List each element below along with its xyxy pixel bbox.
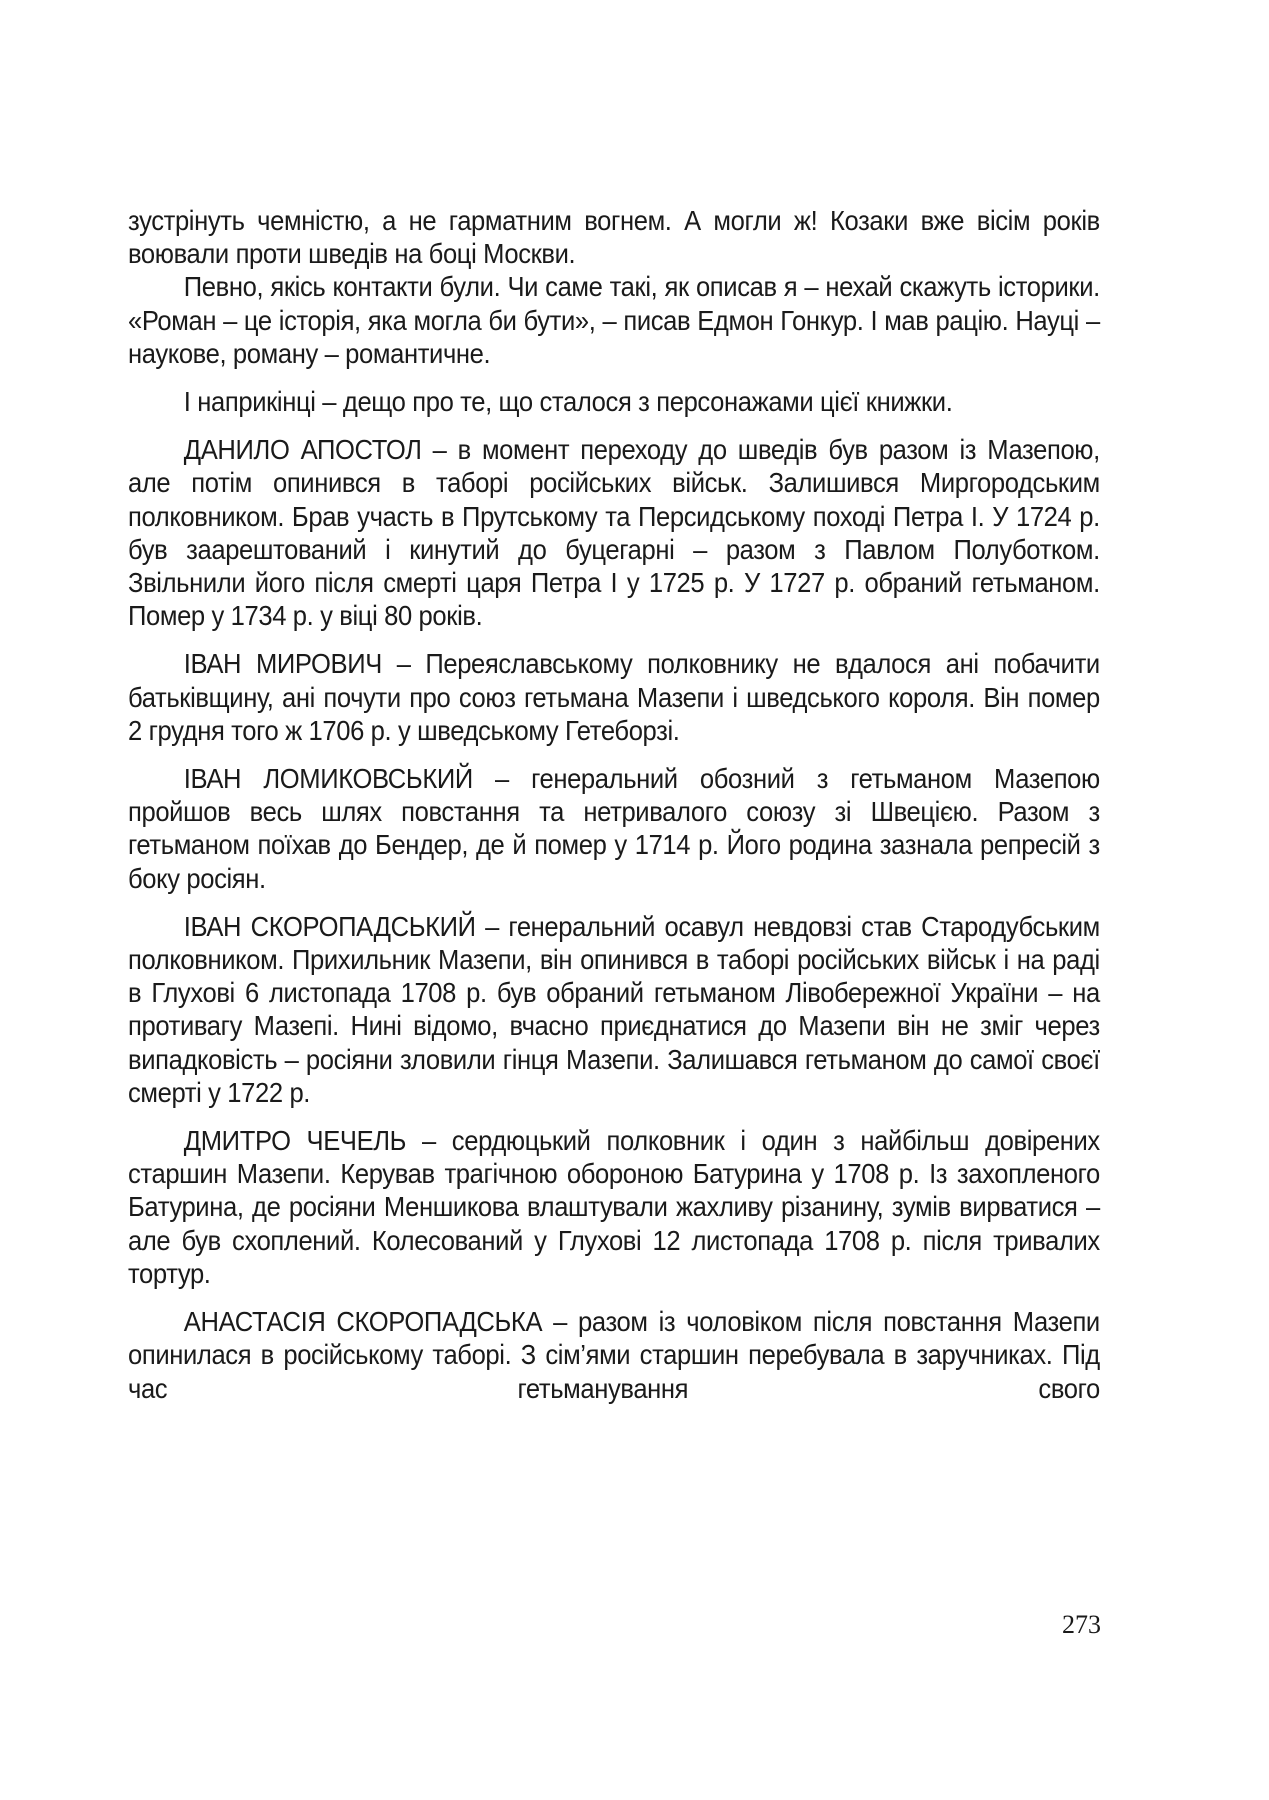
danylo-apostol-paragraph: ДАНИЛО АПОСТОЛ – в момент переходу до шведів був разом із Мазепою, але потім опинився в таборі російських військ. Залишився Миргородським полковником. Брав участь в Прутському та Персидському поході Петра І. У 1724 р. був заарештований і кинутий до буцегарні – разом з Павлом Полуботком. Звільнили його після смерті царя Петра І у 1725 р. У 1727 р. обраний гетьманом. Помер у 1734 р. у віці 80 років. <box>128 434 1100 632</box>
anastasiia-skoropadska-paragraph: АНАСТАСІЯ СКОРОПАДСЬКА – разом із чоловіком після повстання Мазепи опинилася в російському таборі. З сім’ями старшин перебувала в заручниках. Під час гетьманування свого <box>128 1306 1100 1404</box>
ivan-lomykovskyi-paragraph: ІВАН ЛОМИКОВСЬКИЙ – генеральний обозний з гетьманом Мазепою пройшов весь шлях повстання та нетривалого союзу зі Швецією. Разом з гетьманом поїхав до Бендер, де й помер у 1714 р. Його родина зазнала репресій з боку росіян. <box>128 763 1100 894</box>
page-body <box>128 204 1100 1405</box>
page-number: 273 <box>1062 1610 1101 1639</box>
ivan-myrovych-paragraph: ІВАН МИРОВИЧ – Переяславському полковнику не вдалося ані побачити батьківщину, ані почути про союз гетьмана Мазепи і шведського короля. Він помер 2 грудня того ж 1706 р. у шведському Гетеборзі. <box>128 648 1100 746</box>
intro-characters-paragraph: І наприкінці – дещо про те, що сталося з персонажами цієї книжки. <box>183 386 953 418</box>
contacts-paragraph: Певно, якісь контакти були. Чи саме такі, як описав я – нехай скажуть історики. «Роман – це історія, яка могла би бути», – писав Едмон Гонкур. І мав рацію. Науці – наукове, роману – романтичне. <box>128 271 1100 369</box>
dmytro-chechel-paragraph: ДМИТРО ЧЕЧЕЛЬ – сердюцький полковник і один з найбільш довірених старшин Мазепи. Керував трагічною обороною Батурина у 1708 р. Із захопленого Батурина, де росіяни Меншикова влаштували жахливу різанину, зумів вирватися – але був схоплений. Колесований у Глухові 12 листопада 1708 р. після тривалих тортур. <box>128 1125 1100 1289</box>
ivan-skoropadskyi-paragraph: ІВАН СКОРОПАДСЬКИЙ – генеральний осавул невдовзі став Стародубським полковником. Прихильник Мазепи, він опинився в таборі російських військ і на раді в Глухові 6 листопада 1708 р. був обраний гетьманом Лівобережної України – на противагу Мазепі. Нині відомо, вчасно приєднатися до Мазепи він не зміг через випадковість – росіяни зловили гінця Мазепи. Залишався гетьманом до самої своєї смерті у 1722 р. <box>128 910 1100 1108</box>
continuation-paragraph: зустрінуть чемністю, а не гарматним вогнем. А могли ж! Козаки вже вісім років воювали проти шведів на боці Москви. <box>128 205 1100 270</box>
